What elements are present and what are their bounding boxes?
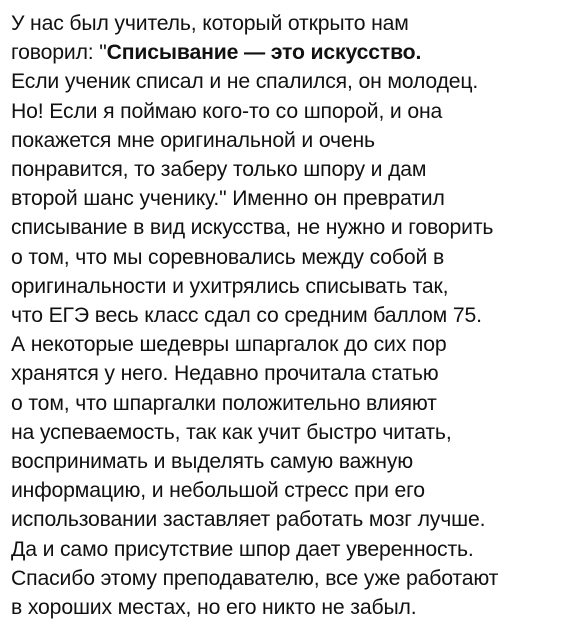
text-line bbox=[11, 359, 559, 388]
text-segment: У нас был учитель, который открыто нам bbox=[11, 12, 409, 35]
story-text bbox=[11, 9, 559, 622]
text-line bbox=[11, 505, 559, 534]
text-line bbox=[11, 447, 559, 476]
text-line bbox=[11, 38, 559, 67]
text-line bbox=[11, 97, 559, 126]
text-segment: о том, что мы соревновались между собой в bbox=[11, 245, 445, 269]
text-line bbox=[11, 564, 559, 593]
text-segment: что ЕГЭ весь класс сдал со средним баллом 75. bbox=[11, 304, 482, 328]
text-segment: оригинальности и ухитрялись списывать так, bbox=[11, 274, 449, 298]
text-line bbox=[11, 213, 559, 242]
text-line bbox=[11, 9, 559, 38]
text-segment: хранятся у него. Недавно прочитала статью bbox=[11, 362, 439, 386]
text-line bbox=[11, 301, 559, 330]
text-segment: использовании заставляет работать мозг лучше. bbox=[11, 508, 486, 532]
text-line bbox=[11, 243, 559, 272]
text-segment: А некоторые шедевры шпаргалок до сих пор bbox=[11, 333, 447, 357]
text-line bbox=[11, 418, 559, 447]
text-line bbox=[11, 593, 559, 622]
text-segment: понравится, то заберу только шпору и дам bbox=[11, 158, 427, 182]
text-segment: Спасибо этому преподавателю, все уже работают bbox=[11, 566, 499, 590]
text-segment: говорил: " bbox=[11, 41, 107, 65]
text-segment: воспринимать и выделять самую важную bbox=[11, 450, 413, 474]
text-segment: Но! Если я поймаю кого-то со шпорой, и она bbox=[11, 99, 443, 123]
text-segment: на успеваемость, так как учит быстро читать, bbox=[11, 420, 452, 444]
text-segment: Да и само присутствие шпор дает уверенность. bbox=[11, 537, 474, 561]
text-line bbox=[11, 67, 559, 96]
text-line bbox=[11, 184, 559, 213]
text-segment: Если ученик списал и не спалился, он молодец. bbox=[11, 70, 479, 94]
text-segment: второй шанс ученику." Именно он превратил bbox=[11, 187, 445, 211]
text-segment: в хороших местах, но его никто не забыл. bbox=[11, 596, 417, 620]
text-segment: о том, что шпаргалки положительно влияют bbox=[11, 391, 437, 415]
text-line bbox=[11, 535, 559, 564]
text-line bbox=[11, 272, 559, 301]
text-segment: покажется мне оригинальной и очень bbox=[11, 128, 375, 152]
text-line bbox=[11, 126, 559, 155]
text-line bbox=[11, 330, 559, 359]
text-line bbox=[11, 155, 559, 184]
bold-phrase: Списывание — это искусство. bbox=[106, 41, 422, 65]
text-line bbox=[11, 476, 559, 505]
text-segment: списывание в вид искусства, не нужно и говорить bbox=[11, 216, 494, 240]
text-segment: информацию, и небольшой стресс при его bbox=[11, 479, 425, 503]
text-line bbox=[11, 389, 559, 418]
